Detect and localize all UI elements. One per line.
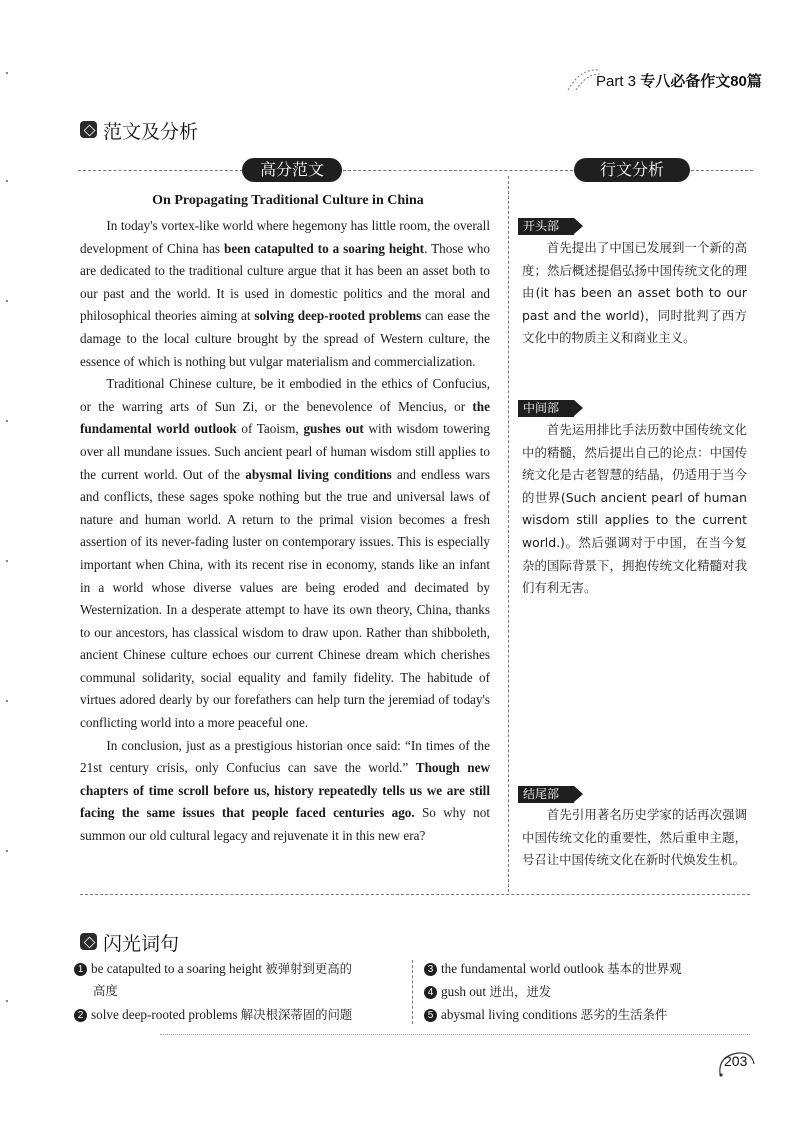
column-divider (508, 176, 509, 892)
phrase-number: 3 (424, 963, 437, 976)
highlight-phrase: the fundamental world outlook (80, 398, 490, 437)
section-icon (80, 121, 97, 138)
page-number: 203 (724, 1053, 748, 1069)
phrase-en: the fundamental world outlook (441, 961, 604, 976)
essay-text: and endless wars and conflicts, these sages spoke nothing but the true and universal laws of nature and human world. A return to the primal vision becomes a fresh assertion of its never-fading luster on contemporary issues. This is especially important when China, with its recent rise in economy, stands like an infant in a world whose diverse values are being eroded and decimated by Westernization. In a desperate attempt to have its own theory, China, thanks to our ancestors, has classical wisdom to draw upon. Rather than shibboleth, ancient Chinese culture echoes our current Chinese dream which cherishes communal solidarity, social equality and family fidelity. The habitude of virtues adored dearly by our forefathers can help turn the jeremiad of today's conflicting world into a more peaceful one. (80, 466, 491, 731)
phrase-item (424, 981, 551, 1003)
tag-model-essay: 高分范文 (242, 158, 342, 182)
highlight-phrase: gushes out (303, 421, 364, 437)
essay-paragraph (80, 373, 490, 735)
margin-mark (6, 420, 8, 422)
phrase-item (424, 958, 682, 980)
label-ending: 结尾部分 (518, 786, 574, 803)
divider (343, 170, 573, 171)
header-book-title: 专八必备作文80篇 (640, 73, 762, 90)
phrase-zh: 基本的世界观 (607, 961, 682, 976)
phrase-item (424, 1004, 667, 1026)
phrase-divider (412, 960, 413, 1024)
label-middle: 中间部分 (518, 400, 574, 417)
divider (691, 170, 753, 171)
essay-body (80, 215, 490, 848)
phrase-zh: 恶劣的生活条件 (580, 1007, 668, 1022)
essay-paragraph (80, 215, 490, 373)
section-title: 闪光词句 (103, 933, 180, 955)
analysis-middle (522, 419, 747, 600)
essay-text: Traditional Chinese culture, be it embodied in the ethics of Confucius, or the warring arts of Sun Zi, or the benevolence of Mencius, or (80, 376, 490, 414)
section-title: 范文及分析 (103, 121, 199, 143)
highlight-phrase: solving deep-rooted problems (254, 308, 422, 324)
phrase-en: abysmal living conditions (441, 1007, 578, 1022)
phrase-zh: 高度 (93, 983, 118, 998)
analysis-ending-text: 首先引用著名历史学家的话再次强调中国传统文化的重要性，然后重申主题，号召让中国传统文化在新时代焕发生机。 (522, 807, 747, 868)
tag-analysis: 行文分析 (574, 158, 690, 182)
section-icon (80, 933, 97, 950)
margin-mark (6, 72, 8, 74)
margin-mark (6, 850, 8, 852)
running-header (596, 70, 762, 91)
margin-mark (6, 300, 8, 302)
phrase-en: gush out (441, 984, 487, 999)
essay-text: of Taoism, (236, 421, 304, 437)
margin-mark (6, 180, 8, 182)
phrase-item-continued (93, 980, 118, 1002)
phrase-zh: 被弹射到更高的 (265, 961, 353, 976)
phrase-zh: 解决根深蒂固的问题 (240, 1007, 353, 1022)
highlight-phrase: Though new chapters of time scroll before us, history repeatedly tells us we are still facing the same issues that people faced centuries ago. (80, 760, 491, 821)
essay-text: So why not summon our old cultural legacy and rejuvenate it in this new era? (80, 805, 490, 844)
analysis-opening (522, 237, 747, 350)
phrase-number: 4 (424, 986, 437, 999)
essay-text: In today's vortex-like world where hegemony has little room, the overall development of China has (80, 218, 490, 256)
divider (80, 894, 750, 895)
essay-text: can ease the damage to the local culture brought by the spread of Western culture, the essence of which is nothing but vulgar materialism and commercialization. (80, 308, 490, 369)
header-part: Part 3 (596, 73, 637, 90)
divider (160, 1034, 750, 1035)
essay-text: with wisdom towering over all mundane issues. Such ancient pearl of human wisdom still applies to the current world. Out of the (80, 421, 490, 482)
highlight-phrase: been catapulted to a soaring height (224, 240, 425, 256)
margin-mark (6, 560, 8, 562)
margin-mark (6, 1000, 8, 1002)
highlight-phrase: abysmal living conditions (245, 466, 392, 482)
essay-title: On Propagating Traditional Culture in China (152, 193, 424, 208)
essay-text: In conclusion, just as a prestigious historian once said: “In times of the 21st century crisis, only Confucius can save the world.” (80, 737, 490, 776)
phrase-item (74, 958, 352, 980)
analysis-ending (522, 804, 747, 872)
phrase-item (74, 1004, 352, 1026)
margin-mark (6, 700, 8, 702)
essay-text: . Those who are dedicated to the traditional culture argue that it has been an asset both to our past and the world. It is used in domestic politics and the moral and philosophical theories aiming at (80, 240, 490, 324)
essay-paragraph (80, 735, 490, 848)
phrase-en: be catapulted to a soaring height (91, 961, 263, 976)
analysis-middle-text: 首先运用排比手法历数中国传统文化中的精髓，然后提出自己的论点：中国传统文化是古老智慧的结晶，仍适用于当今的世界(Such ancient pearl of human wisdom still applies to the current world.)。然后强调对于中国，在当今复杂的国际背景下，拥抱传统文化精髓对我们有利无害。 (522, 422, 747, 596)
analysis-opening-text: 首先提出了中国已发展到一个新的高度；然后概述提倡弘扬中国传统文化的理由(it has been an asset both to our past and the world)，同时批判了西方文化中的物质主义和商业主义。 (522, 240, 747, 346)
label-opening: 开头部分 (518, 218, 574, 235)
phrase-number: 1 (74, 963, 87, 976)
phrase-number: 5 (424, 1009, 437, 1022)
phrase-number: 2 (74, 1009, 87, 1022)
divider (78, 170, 243, 171)
phrase-zh: 迸出，迸发 (489, 984, 552, 999)
phrase-en: solve deep-rooted problems (91, 1007, 238, 1022)
